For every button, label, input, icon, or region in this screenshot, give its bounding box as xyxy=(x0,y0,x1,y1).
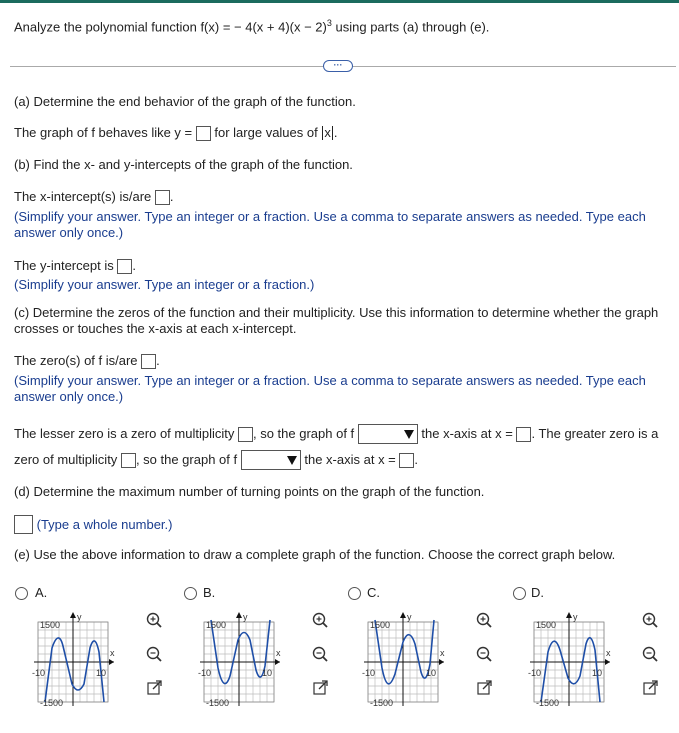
greater-multiplicity-label: zero of multiplicity xyxy=(14,452,118,467)
zoom-out-icon[interactable] xyxy=(478,648,492,662)
x-intercept-hint-2: answer only once.) xyxy=(14,225,124,240)
lesser-cross-touch-select[interactable] xyxy=(358,424,418,444)
graph-svg xyxy=(526,606,676,706)
x-intercept-line: The x-intercept(s) is/are . xyxy=(14,189,174,204)
zoom-in-icon[interactable] xyxy=(478,614,492,628)
option-a-label: A. xyxy=(35,585,48,600)
greater-multiplicity-box[interactable] xyxy=(121,453,136,468)
problem-text: Analyze the polynomial function f(x) = − 4(x + 4)(x − 2) xyxy=(14,19,327,35)
y-axis-label: y xyxy=(243,612,248,622)
option-b-label: B. xyxy=(203,585,216,600)
option-c-label: C. xyxy=(367,585,380,600)
option-a-graph[interactable] xyxy=(30,606,180,709)
more-button[interactable]: ··· xyxy=(323,60,353,72)
y-top-label: 1500 xyxy=(370,620,391,630)
end-behavior-label: The graph of f behaves like y = xyxy=(14,125,193,140)
turning-points-answer-box[interactable] xyxy=(14,515,33,534)
y-bottom-label: -1500 xyxy=(536,698,560,706)
x-axis-label: x xyxy=(276,648,281,658)
xaxis-at-text-2: the x-axis at x = xyxy=(304,452,396,467)
top-accent-bar xyxy=(0,0,679,3)
part-c-heading-2: crosses or touches the x-axis at each x-intercept. xyxy=(14,321,297,336)
lesser-multiplicity-box[interactable] xyxy=(238,427,253,442)
x-intercept-answer-box[interactable] xyxy=(155,190,170,205)
lesser-zero-line xyxy=(14,424,658,444)
part-a-heading: (a) Determine the end behavior of the graph of the function. xyxy=(14,94,356,109)
turning-points-hint: (Type a whole number.) xyxy=(36,517,173,532)
lesser-zero-label: The lesser zero is a zero of multiplicity xyxy=(14,426,235,441)
x-right-label: 10 xyxy=(426,668,437,678)
option-d-radio[interactable] xyxy=(513,587,526,600)
x-axis-label: x xyxy=(440,648,445,658)
so-graph-text-2: , so the graph of f xyxy=(135,452,238,467)
option-b-radio[interactable] xyxy=(184,587,197,600)
greater-zero-value-box[interactable] xyxy=(399,453,414,468)
y-axis-label: y xyxy=(407,612,412,622)
x-axis-label: x xyxy=(110,648,115,658)
zeros-hint-2: answer only once.) xyxy=(14,389,124,404)
y-intercept-label: The y-intercept is xyxy=(14,258,114,273)
end-behavior-line: The graph of f behaves like y = for large values of x . xyxy=(14,125,338,140)
abs-variable: x xyxy=(324,125,331,140)
lesser-zero-value-box[interactable] xyxy=(516,427,531,442)
y-bottom-label: -1500 xyxy=(40,698,64,706)
option-c-radio[interactable] xyxy=(348,587,361,600)
x-left-label: -10 xyxy=(528,668,542,678)
option-a-radio[interactable] xyxy=(15,587,28,600)
zoom-in-icon[interactable] xyxy=(644,614,658,628)
y-intercept-line: The y-intercept is . xyxy=(14,258,136,273)
graph-svg xyxy=(196,606,346,706)
zoom-in-icon[interactable] xyxy=(148,614,162,628)
zeros-label: The zero(s) of f is/are xyxy=(14,353,138,368)
x-left-label: -10 xyxy=(362,668,376,678)
x-left-label: -10 xyxy=(32,668,46,678)
so-graph-text: , so the graph of f xyxy=(252,426,355,441)
x-left-label: -10 xyxy=(198,668,212,678)
turning-points-line xyxy=(14,515,172,534)
y-intercept-hint: (Simplify your answer. Type an integer or a fraction.) xyxy=(14,277,315,292)
period: . xyxy=(414,452,419,467)
end-behavior-suffix: for large values of xyxy=(214,125,318,140)
x-right-label: 10 xyxy=(96,668,107,678)
part-e-heading: (e) Use the above information to draw a complete graph of the function. Choose the correct graph below. xyxy=(14,547,616,562)
zoom-in-icon[interactable] xyxy=(314,614,328,628)
x-right-label: 10 xyxy=(592,668,603,678)
chevron-down-icon xyxy=(287,456,297,465)
y-axis-label: y xyxy=(573,612,578,622)
x-intercept-label: The x-intercept(s) is/are xyxy=(14,189,152,204)
problem-exponent: 3 xyxy=(326,18,332,28)
problem-statement xyxy=(14,18,489,34)
greater-cross-touch-select[interactable] xyxy=(241,450,301,470)
greater-zero-label: . The greater zero is a xyxy=(531,426,659,441)
y-top-label: 1500 xyxy=(206,620,227,630)
chevron-down-icon xyxy=(404,430,414,439)
zoom-out-icon[interactable] xyxy=(644,648,658,662)
y-axis-label: y xyxy=(77,612,82,622)
xaxis-at-text: the x-axis at x = xyxy=(421,426,513,441)
greater-zero-line xyxy=(14,450,418,470)
graph-svg xyxy=(30,606,180,706)
option-c-graph[interactable] xyxy=(360,606,510,709)
expand-icon[interactable] xyxy=(478,681,491,694)
graph-svg xyxy=(360,606,510,706)
y-top-label: 1500 xyxy=(40,620,61,630)
x-axis-label: x xyxy=(606,648,611,658)
y-intercept-answer-box[interactable] xyxy=(117,259,132,274)
zoom-out-icon[interactable] xyxy=(148,648,162,662)
x-right-label: 10 xyxy=(262,668,273,678)
y-bottom-label: -1500 xyxy=(370,698,394,706)
option-b-graph[interactable] xyxy=(196,606,346,709)
part-d-heading: (d) Determine the maximum number of turning points on the graph of the function. xyxy=(14,484,485,499)
part-c-heading-1: (c) Determine the zeros of the function and their multiplicity. Use this information to determine whether the graph xyxy=(14,305,659,320)
option-d-label: D. xyxy=(531,585,544,600)
y-top-label: 1500 xyxy=(536,620,557,630)
zeros-answer-box[interactable] xyxy=(141,354,156,369)
zeros-hint: (Simplify your answer. Type an integer or a fraction. Use a comma to separate answers as needed. Type each xyxy=(14,373,646,388)
zoom-out-icon[interactable] xyxy=(314,648,328,662)
expand-icon[interactable] xyxy=(644,681,657,694)
part-b-heading: (b) Find the x- and y-intercepts of the graph of the function. xyxy=(14,157,353,172)
problem-suffix: using parts (a) through (e). xyxy=(331,19,490,35)
expand-icon[interactable] xyxy=(314,681,327,694)
y-bottom-label: -1500 xyxy=(206,698,230,706)
x-intercept-hint: (Simplify your answer. Type an integer or a fraction. Use a comma to separate answers as needed. Type each xyxy=(14,209,646,224)
zeros-line: The zero(s) of f is/are . xyxy=(14,353,160,368)
expand-icon[interactable] xyxy=(148,681,161,694)
end-behavior-answer-box[interactable] xyxy=(196,126,211,141)
option-d-graph[interactable] xyxy=(526,606,676,709)
